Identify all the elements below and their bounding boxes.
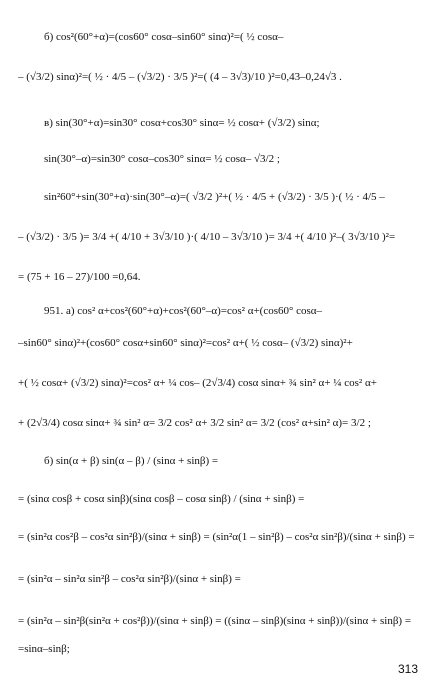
text-line: =sinα–sinβ;	[18, 643, 70, 655]
text-line: +( ½ cosα+ (√3/2) sinα)²=cos² α+ ¼ cos– (2√3/4) cosα sinα+ ¾ sin² α+ ¼ cos² α+	[18, 377, 377, 389]
text-line: б) cos²(60°+α)=(cos60° cosα–sin60° sinα)²=( ½ cosα–	[44, 31, 284, 43]
page-number: 313	[398, 662, 419, 676]
text-line: = (sinα cosβ + cosα sinβ)(sinα cosβ – cosα sinβ) / (sinα + sinβ) =	[18, 493, 305, 505]
text-line: –sin60° sinα)²+(cos60° cosα+sin60° sinα)²=cos² α+( ½ cosα– (√3/2) sinα)²+	[18, 337, 353, 349]
text-line: sin(30°–α)=sin30° cosα–cos30° sinα= ½ cosα– √3/2 ;	[44, 153, 280, 165]
text-line: sin²60°+sin(30°+α)·sin(30°–α)=( √3/2 )²+( ½ · 4/5 + (√3/2) · 3/5 )·( ½ · 4/5 –	[44, 191, 385, 203]
text-line: = (75 + 16 – 27)/100 =0,64.	[18, 271, 141, 283]
text-line: = (sin²α – sin²α sin²β – cos²α sin²β)/(sinα + sinβ) =	[18, 573, 241, 585]
text-line: + (2√3/4) cosα sinα+ ¾ sin² α= 3/2 cos² α+ 3/2 sin² α= 3/2 (cos² α+sin² α)= 3/2 ;	[18, 417, 371, 429]
text-line: 951. а) cos² α+cos²(60°+α)+cos²(60°–α)=cos² α+(cos60° cosα–	[44, 305, 323, 317]
text-line: в) sin(30°+α)=sin30° cosα+cos30° sinα= ½ cosα+ (√3/2) sinα;	[44, 117, 320, 129]
text-line: б) sin(α + β) sin(α – β) / (sinα + sinβ) =	[44, 455, 219, 467]
text-line: = (sin²α cos²β – cos²α sin²β)/(sinα + sinβ) = (sin²α(1 – sin²β) – cos²α sin²β)/(sinα + sinβ) =	[18, 531, 415, 543]
text-line: = (sin²α – sin²β(sin²α + cos²β))/(sinα + sinβ) = ((sinα – sinβ)(sinα + sinβ))/(sinα + sinβ) =	[18, 615, 412, 627]
text-line: – (√3/2) sinα)²=( ½ · 4/5 – (√3/2) · 3/5 )²=( (4 – 3√3)/10 )²=0,43–0,24√3 .	[18, 71, 342, 83]
text-line: – (√3/2) · 3/5 )= 3/4 +( 4/10 + 3√3/10 )·( 4/10 – 3√3/10 )= 3/4 +( 4/10 )²–( 3√3/10 )²=	[18, 231, 396, 243]
